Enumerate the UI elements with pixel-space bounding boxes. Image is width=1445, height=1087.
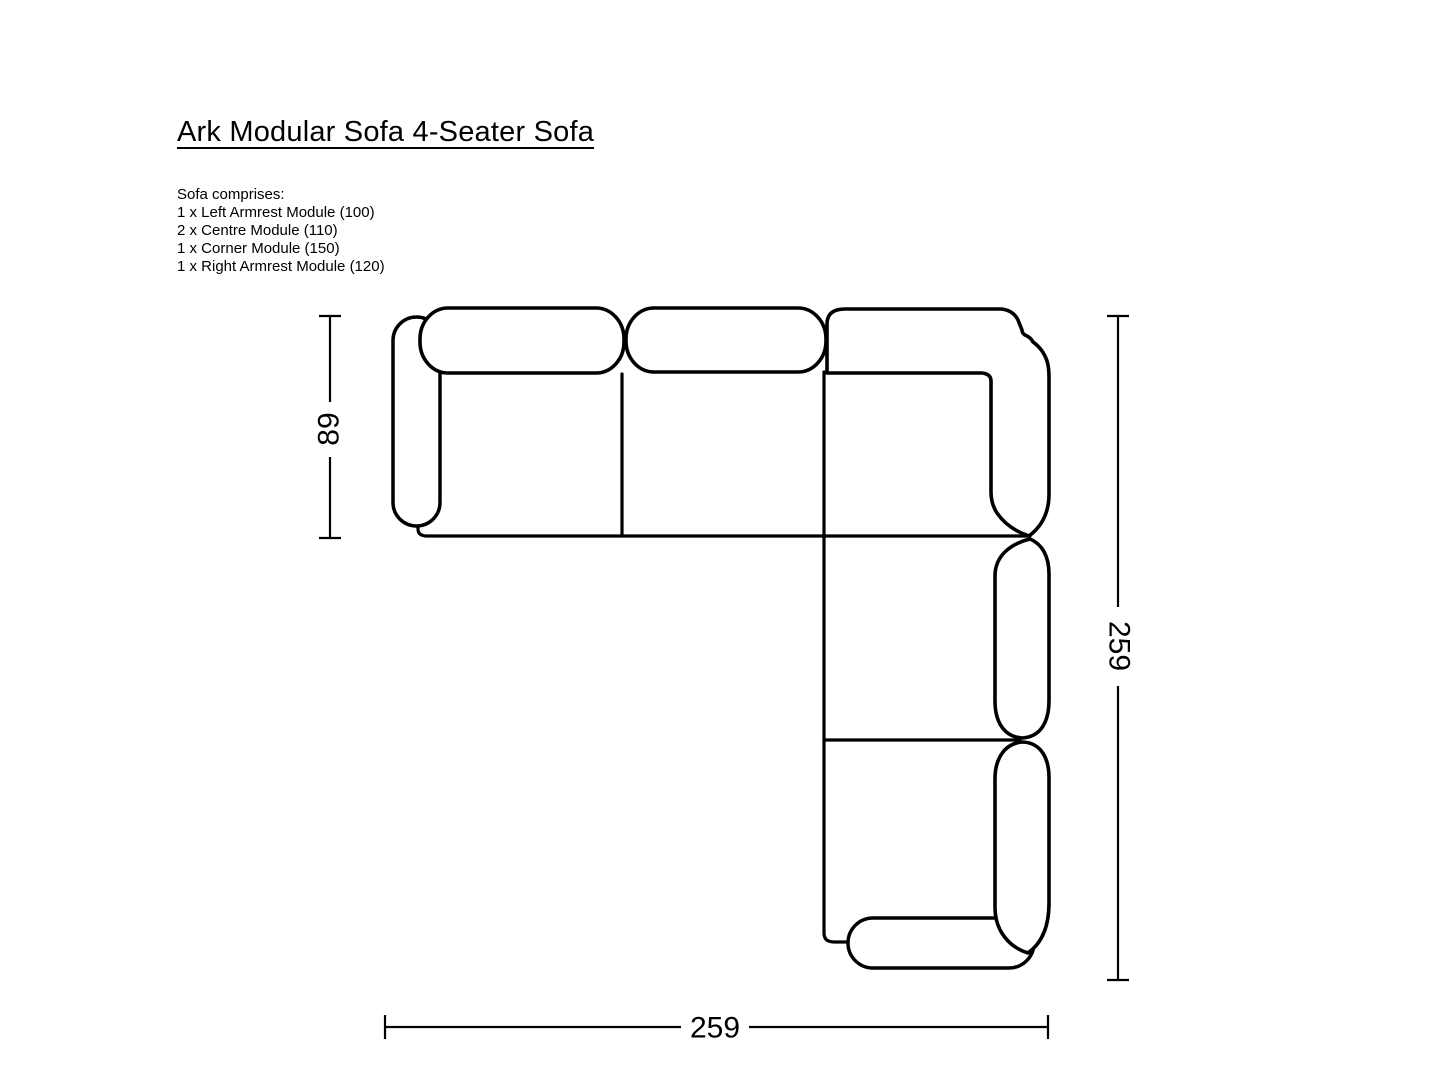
- back-cushion-1: [420, 308, 624, 373]
- width-dimension-label: 259: [689, 1011, 741, 1045]
- module-list-item: 1 x Corner Module (150): [177, 240, 340, 257]
- comprises-heading: Sofa comprises:: [177, 186, 285, 203]
- corner-back-cushion: [827, 309, 1049, 536]
- back-cushion-2: [626, 308, 826, 372]
- page-title: Ark Modular Sofa 4-Seater Sofa: [177, 116, 595, 148]
- module-list-item: 1 x Right Armrest Module (120): [177, 258, 385, 275]
- module-list-item: 2 x Centre Module (110): [177, 222, 338, 239]
- right-back-cushion-1: [995, 539, 1049, 738]
- height-dimension-label: 259: [1102, 620, 1136, 672]
- seat-divider-vertical-2-and-column-edge: [824, 372, 849, 942]
- right-back-cushion-2: [995, 742, 1049, 953]
- module-list-item: 1 x Left Armrest Module (100): [177, 204, 375, 221]
- seat-front-seam: [418, 523, 1030, 536]
- depth-dimension-label: 89: [312, 412, 346, 446]
